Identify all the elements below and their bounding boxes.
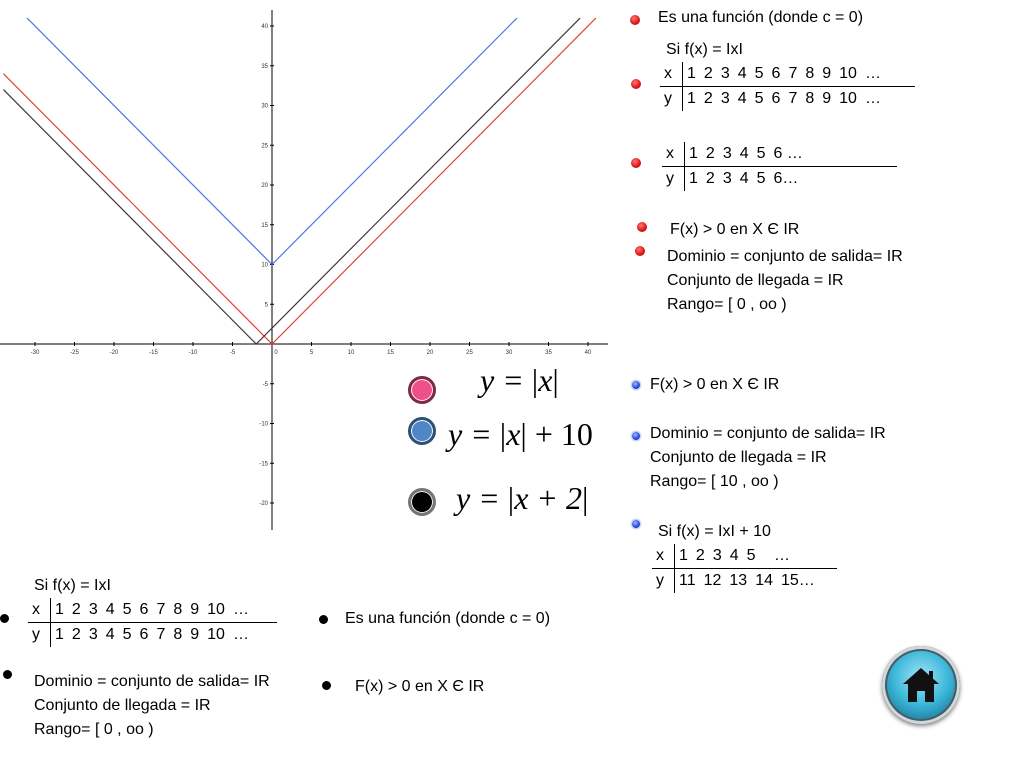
x-tick-label: -25 xyxy=(70,350,79,356)
table-cell: 3 xyxy=(722,170,732,187)
fx-label: Si f(x) = IxI + 10 xyxy=(658,523,771,540)
table-cell: … xyxy=(232,601,249,618)
table-cell: 15… xyxy=(781,572,815,589)
x-tick-label: -20 xyxy=(109,350,119,356)
table-cell: 1 xyxy=(687,65,696,82)
table-cell: 5 xyxy=(754,90,764,107)
table-cell: 9 xyxy=(190,626,200,643)
domain-text: Dominio = conjunto de salida= IR xyxy=(667,248,903,265)
table-cell: … xyxy=(864,90,881,107)
table-cell: 1 xyxy=(689,145,698,162)
bullet-red xyxy=(637,222,647,232)
home-button[interactable] xyxy=(882,646,960,724)
x-tick-label: 10 xyxy=(347,350,355,356)
value-table-abs: x 1 2 3 4 5 6 7 8 9 10 … y 1 2 3 4 5 6 7 8 9 10 … xyxy=(660,62,915,111)
x-tick-label: 25 xyxy=(466,350,473,356)
bullet-red xyxy=(631,158,641,168)
table-cell: 1 xyxy=(679,547,688,564)
table-cell: 14 xyxy=(755,572,773,589)
series-line xyxy=(3,18,596,344)
legend-marker-abs xyxy=(408,376,436,404)
y-tick-label: 25 xyxy=(261,143,268,150)
table-cell: 3 xyxy=(88,626,98,643)
bullet-black xyxy=(322,681,331,690)
range-text: Rango= [ 0 , oo ) xyxy=(667,296,787,313)
table-cell: 6 xyxy=(139,626,149,643)
table-cell: 7 xyxy=(156,601,166,618)
table-cell: 8 xyxy=(805,90,815,107)
table-cell: 5 xyxy=(122,626,132,643)
x-tick-label: 40 xyxy=(584,350,592,356)
table-cell: 10 xyxy=(207,626,225,643)
y-tick-label: 30 xyxy=(261,103,268,110)
bullet-blue xyxy=(632,381,640,389)
legend-equation-abs-x-plus-2: y = |x + 2| xyxy=(456,480,589,516)
table-cell: 2 xyxy=(705,170,715,187)
table-cell: 5 xyxy=(754,65,764,82)
table-cell: 4 xyxy=(739,145,749,162)
table-cell: 5 xyxy=(122,601,132,618)
codomain-text: Conjunto de llegada = IR xyxy=(34,697,211,714)
table-cell: 1 xyxy=(55,626,64,643)
y-tick-label: -5 xyxy=(262,381,268,388)
domain-text: Dominio = conjunto de salida= IR xyxy=(650,425,886,442)
table-cell: 10 xyxy=(207,601,225,618)
home-icon xyxy=(901,666,941,704)
bullet-red xyxy=(631,79,641,89)
x-tick-label: 0 xyxy=(274,350,278,356)
table-cell: 3 xyxy=(720,65,730,82)
value-table-bottom: x 1 2 3 4 5 6 7 8 9 10 … y 1 2 3 4 5 6 7 8 9 10 … xyxy=(28,598,277,647)
table-cell: 11 xyxy=(679,572,696,589)
y-tick-label: 35 xyxy=(261,63,268,70)
table-cell: 12 xyxy=(703,572,722,589)
series-line xyxy=(3,18,580,344)
table-cell: 5 xyxy=(756,145,766,162)
table-cell: 5 xyxy=(756,170,766,187)
y-tick-label: -10 xyxy=(259,421,268,428)
table-cell: 2 xyxy=(71,601,81,618)
table-cell: 5 … xyxy=(746,547,790,564)
bullet-black xyxy=(0,614,9,623)
table-cell: 8 xyxy=(173,601,183,618)
y-tick-label: -15 xyxy=(259,461,268,468)
table-cell: 4 xyxy=(739,170,749,187)
legend-marker-abs-x-plus-2 xyxy=(408,488,436,516)
y-tick-label: 15 xyxy=(261,222,268,229)
table-cell: 8 xyxy=(173,626,183,643)
codomain-text: Conjunto de llegada = IR xyxy=(650,449,827,466)
table-cell: 7 xyxy=(156,626,166,643)
table-cell: 4 xyxy=(729,547,739,564)
table-cell: 3 xyxy=(88,601,98,618)
function-note: Es una función (donde c = 0) xyxy=(345,610,551,627)
fx-label: Si f(x) = IxI xyxy=(666,41,743,58)
legend-marker-abs-plus-10 xyxy=(408,417,436,445)
bullet-blue xyxy=(632,520,640,528)
bullet-blue xyxy=(632,432,640,440)
table-cell: 1 xyxy=(689,170,698,187)
table-cell: 9 xyxy=(822,90,832,107)
table-cell: 4 xyxy=(737,65,747,82)
table-cell: 6… xyxy=(773,170,799,187)
table-cell: 1 xyxy=(55,601,64,618)
table-cell: 13 xyxy=(729,572,748,589)
series-lines xyxy=(3,18,596,344)
x-tick-label: 5 xyxy=(309,350,314,356)
table-cell: 6 xyxy=(139,601,149,618)
positivity-text: F(x) > 0 en X Є IR xyxy=(670,221,800,238)
y-tick-label: 20 xyxy=(261,183,268,189)
y-tick-label: 40 xyxy=(261,24,268,30)
x-tick-label: 20 xyxy=(426,350,434,356)
x-tick-label: -15 xyxy=(149,350,158,356)
table-cell: 3 xyxy=(712,547,722,564)
y-tick-label: 5 xyxy=(264,302,268,309)
function-note: Es una función (donde c = 0) xyxy=(658,9,864,26)
value-table-abs-short: x 1 2 3 4 5 6 … y 1 2 3 4 5 6… xyxy=(662,142,897,191)
table-cell: 2 xyxy=(703,90,713,107)
range-text: Rango= [ 10 , oo ) xyxy=(650,473,779,490)
x-tick-label: -10 xyxy=(188,350,198,356)
positivity-text: F(x) > 0 en X Є IR xyxy=(650,376,780,393)
x-tick-label: -5 xyxy=(229,350,236,356)
positivity-text: F(x) > 0 en X Є IR xyxy=(355,678,485,695)
table-cell: 3 xyxy=(720,90,730,107)
legend-equation-abs-plus-10: y = |x| + 10 xyxy=(448,416,593,452)
table-cell: 7 xyxy=(788,90,798,107)
table-cell: 4 xyxy=(105,626,115,643)
bullet-black xyxy=(319,615,328,624)
table-cell: 2 xyxy=(703,65,713,82)
table-cell: 10 xyxy=(839,65,857,82)
table-cell: 7 xyxy=(788,65,798,82)
legend-equation-abs: y = |x| xyxy=(480,362,559,398)
table-cell: 6 xyxy=(771,90,781,107)
codomain-text: Conjunto de llegada = IR xyxy=(667,272,844,289)
x-tick-label: 15 xyxy=(387,350,394,356)
table-cell: 6 … xyxy=(773,145,803,162)
table-cell: 2 xyxy=(71,626,81,643)
y-tick-label: -20 xyxy=(259,501,268,507)
table-cell: 8 xyxy=(805,65,815,82)
table-cell: … xyxy=(232,626,249,643)
table-cell: 6 xyxy=(771,65,781,82)
table-cell: 3 xyxy=(722,145,732,162)
fx-label: Si f(x) = IxI xyxy=(34,577,111,594)
table-cell: 4 xyxy=(737,90,747,107)
bullet-red xyxy=(630,15,640,25)
range-text: Rango= [ 0 , oo ) xyxy=(34,721,154,738)
x-tick-label: 35 xyxy=(545,350,552,356)
x-tick-label: 30 xyxy=(505,350,513,356)
y-tick-label: 10 xyxy=(261,262,268,269)
table-cell: 9 xyxy=(190,601,200,618)
value-table-abs-plus-10: x 1 2 3 4 5 … y 11 12 13 14 15… xyxy=(652,544,837,593)
x-tick-label: -30 xyxy=(30,350,40,356)
table-cell: 9 xyxy=(822,65,832,82)
table-cell: 2 xyxy=(705,145,715,162)
table-cell: 10 xyxy=(839,90,857,107)
table-cell: 2 xyxy=(695,547,705,564)
domain-text: Dominio = conjunto de salida= IR xyxy=(34,673,270,690)
table-cell: 4 xyxy=(105,601,115,618)
bullet-black xyxy=(3,670,12,679)
bullet-red xyxy=(635,246,645,256)
table-cell: … xyxy=(864,65,881,82)
table-cell: 1 xyxy=(687,90,696,107)
